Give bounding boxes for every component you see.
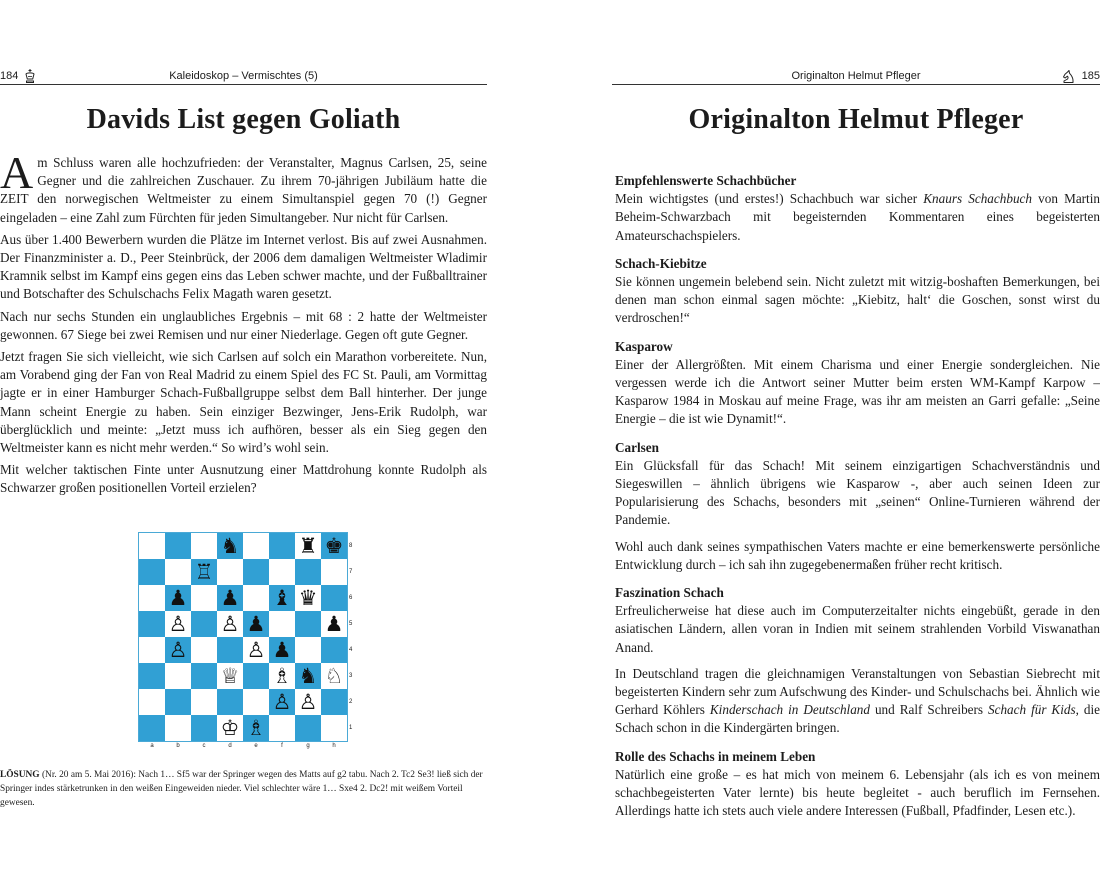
board-square-d4: [217, 637, 243, 663]
knight-icon: [1060, 68, 1076, 84]
board-square-b3: [165, 663, 191, 689]
board-square-e8: [243, 533, 269, 559]
white-bishop-icon: ♗: [246, 716, 266, 740]
board-square-a3: [139, 663, 165, 689]
board-square-g4: [295, 637, 321, 663]
board-square-f8: [269, 533, 295, 559]
board-square-d7: [217, 559, 243, 585]
board-square-g5: [295, 611, 321, 637]
board-square-e7: [243, 559, 269, 585]
black-rook-icon: ♜: [298, 534, 318, 558]
board-square-c4: [191, 637, 217, 663]
white-bishop-icon: ♗: [272, 664, 292, 688]
right-page: [550, 0, 1100, 880]
black-queen-icon: ♛: [298, 586, 318, 610]
black-pawn-icon: ♟: [246, 612, 266, 636]
black-knight-icon: ♞: [220, 534, 240, 558]
black-knight-icon: ♞: [298, 664, 318, 688]
right-header-rule: [612, 84, 1100, 85]
rank-label: 4: [349, 647, 353, 653]
paragraph: Einer der Allergrößten. Mit einem Charisma und einer Energie sondergleichen. Nie vergessen werde ich die Antwort seiner Mutter beim ersten WM-Kampf Karpow – Kasparow 1984 in Moskau auf meine Frage, was ihr am meisten an Garri gefalle: „Seine Energie – die ist wie Dynamit!“.: [615, 356, 1100, 427]
board-square-h7: [321, 559, 347, 585]
black-pawn-icon: ♟: [324, 612, 344, 636]
board-square-f5: [269, 611, 295, 637]
left-header-rule: [0, 84, 487, 85]
paragraph: Wohl auch dank seines sympathischen Vaters machte er eine bemerkenswerte persönliche Entwicklung durch – ich sah ihn zugegebenermaßen früher recht kritisch.: [615, 538, 1100, 572]
file-label: a: [150, 743, 154, 749]
board-square-c2: [191, 689, 217, 715]
file-label: f: [281, 743, 283, 749]
file-label: g: [306, 743, 310, 749]
chess-diagram: [138, 532, 360, 749]
board-square-e2: [243, 689, 269, 715]
left-running-header: [0, 68, 487, 84]
section-heading: Schach-Kiebitze: [615, 255, 707, 271]
white-knight-icon: ♘: [324, 664, 344, 688]
board-square-h4: [321, 637, 347, 663]
paragraph: Natürlich eine große – es hat mich von meinem 6. Lebensjahr (als ich es von meinem schachbegeisterten Vater lernte) bis heute begleitet - auch beruflich im Fernsehen. Allerdings hatte ich stets auch viele andere Interessen (Fußball, Pfadfinder, Lesen etc.).: [615, 766, 1100, 819]
section-heading: Carlsen: [615, 439, 659, 455]
white-pawn-icon: ♙: [168, 612, 188, 636]
black-pawn-icon: ♟: [272, 638, 292, 662]
section: [615, 255, 1100, 328]
paragraph: In Deutschland tragen die gleichnamigen Veranstaltungen von Sebastian Siebrecht mit begeisterten Kindern sehr zum Aufschwung des Kinder- und Schulschachs bei. Ähnlich wie Gerhard Köhlers Kinderschach in Deutschland und Ralf Schreibers Schach für Kids, die Schach schon in die Kindergärten bringen.: [615, 665, 1100, 736]
right-running-title: Originalton Helmut Pfleger: [791, 70, 921, 82]
section-heading: Empfehlenswerte Schachbücher: [615, 173, 797, 188]
board-square-a2: [139, 689, 165, 715]
white-king-icon: ♔: [220, 716, 240, 740]
solution-label: LÖSUNG: [0, 770, 40, 780]
rank-label: 5: [349, 621, 353, 627]
board-square-a5: [139, 611, 165, 637]
board-square-a8: [139, 533, 165, 559]
board-square-c1: [191, 715, 217, 741]
white-pawn-icon: ♙: [220, 612, 240, 636]
paragraph: Erfreulicherweise hat diese auch im Computerzeitalter nichts eingebüßt, gerade in den asiatischen Ländern, allen voran in Indien mit seinem strahlenden Vorbild Viswanathan Anand.: [615, 603, 1100, 655]
chess-board: [138, 532, 353, 749]
white-queen-icon: ♕: [220, 664, 240, 688]
dropcap: A: [0, 147, 34, 198]
rank-label: 3: [349, 673, 353, 679]
black-pawn-icon: ♟: [168, 586, 188, 610]
paragraph: Mein wichtigstes (und erstes!) Schachbuch war sicher Knaurs Schachbuch von Martin Beheim-Schwarzbach mit begeisternden Kommentaren eines begeisterten Amateurschachspielers.: [615, 191, 1100, 243]
section-heading: Faszination Schach: [615, 585, 724, 601]
white-pawn-icon: ♙: [246, 638, 266, 662]
right-page-number: 185: [1081, 70, 1100, 82]
left-page-number: 184: [0, 70, 19, 82]
rank-label: 8: [349, 543, 353, 549]
king-icon: [22, 68, 38, 84]
paragraph: Aus über 1.400 Bewerbern wurden die Plätze im Internet verlost. Bis auf zwei Ausnahmen. Der Finanzminister a. D., Peer Steinbrück, der 2006 dem damaligen Weltmeister Wladimir Kramnik selbst im Kampf eins gegen eins das Leben schwer machte, und der Fußballtrainer und Botschafter des Schulschachs Felix Magath waren gesetzt.: [0, 231, 487, 302]
black-bishop-icon: ♝: [272, 586, 292, 610]
rank-label: 6: [349, 595, 353, 601]
black-king-icon: ♚: [324, 534, 344, 558]
file-label: h: [332, 743, 336, 749]
board-square-b2: [165, 689, 191, 715]
board-square-h1: [321, 715, 347, 741]
paragraph: Sie können ungemein belebend sein. Nicht zuletzt mit witzig-boshaften Bemerkungen, bei denen man schon einmal sagen möchte: „Kiebitz, halt‘ die Goschen, sonst wirst du verdroschen!“: [615, 274, 1100, 326]
file-label: e: [254, 743, 258, 749]
white-pawn-icon: ♙: [272, 690, 292, 714]
right-running-header: [612, 68, 1100, 84]
left-article-body: [0, 147, 487, 502]
board-square-g7: [295, 559, 321, 585]
board-square-h6: [321, 585, 347, 611]
file-label: c: [202, 743, 206, 749]
white-pawn-icon: ♙: [298, 690, 318, 714]
board-square-a6: [139, 585, 165, 611]
board-square-c8: [191, 533, 217, 559]
board-square-c3: [191, 663, 217, 689]
paragraph: Nach nur sechs Stunden ein unglaubliches Ergebnis – mit 68 : 2 hatte der Weltmeister gewonnen. 67 Siege bei zwei Remisen und nur einer Niederlage. Gegen oft gute Gegner.: [0, 308, 487, 342]
board-square-e6: [243, 585, 269, 611]
board-square-b1: [165, 715, 191, 741]
white-pawn-icon: ♙: [168, 638, 188, 662]
board-square-a1: [139, 715, 165, 741]
board-square-f1: [269, 715, 295, 741]
section-heading: Rolle des Schachs in meinem Leben: [615, 748, 816, 764]
rank-label: 1: [349, 725, 353, 731]
section: [615, 439, 1100, 574]
board-square-a7: [139, 559, 165, 585]
section: [615, 584, 1100, 738]
black-pawn-icon: ♟: [220, 586, 240, 610]
rank-label: 2: [349, 699, 353, 705]
rank-label: 7: [349, 569, 353, 575]
paragraph: Jetzt fragen Sie sich vielleicht, wie sich Carlsen auf solch ein Marathon vorbereitete. Nun, am Vorabend ging der Fan von Real Madrid zu einem Spiel des FC St. Pauli, am Vormittag jagte er in einer Hamburger Schach-Fußballgruppe selbst dem Ball hinterher. Der junge Mann scheint Energie zu haben. Sein einziger Bezwinger, Jens-Erik Rudolph, war überglücklich und meinte: „Jetzt muss ich aufhören, besser als ein Sieg gegen den Weltmeister kann es nicht mehr werden.“ So wird’s wohl sein.: [0, 349, 487, 456]
board-square-c5: [191, 611, 217, 637]
right-page-title: Originalton Helmut Pfleger: [688, 104, 1024, 135]
section: [615, 748, 1100, 821]
board-square-b7: [165, 559, 191, 585]
section-heading: Kasparow: [615, 338, 673, 354]
board-square-b8: [165, 533, 191, 559]
left-running-title: Kaleidoskop – Vermischtes (5): [169, 70, 318, 82]
board-square-a4: [139, 637, 165, 663]
section: [615, 338, 1100, 429]
board-square-g1: [295, 715, 321, 741]
right-article-body: [615, 172, 1100, 821]
left-page-title: Davids List gegen Goliath: [86, 104, 401, 135]
board-square-c6: [191, 585, 217, 611]
file-labels: [139, 743, 347, 753]
section: [615, 172, 1100, 245]
file-label: b: [176, 743, 180, 749]
paragraph: Mit welcher taktischen Finte unter Ausnutzung einer Mattdrohung konnte Rudolph als Schwarzer großen positionellen Vorteil erzielen?: [0, 462, 487, 496]
white-rook-icon: ♖: [194, 560, 214, 584]
solution-text: [0, 768, 487, 810]
board-square-d2: [217, 689, 243, 715]
board-square-h2: [321, 689, 347, 715]
solution-body: (Nr. 20 am 5. Mai 2016): Nach 1… Sf5 war der Springer wegen des Matts auf g2 tabu. Nach 2. Tc2 Se3! ließ sich der Springer indes stärketrunken in den weißen Eingeweiden nieder. Viel schlechter wäre 1… Sxe4 2. Dc2! mit weißem Vorteil gewesen.: [0, 770, 483, 808]
file-label: d: [228, 743, 232, 749]
board-square-f7: [269, 559, 295, 585]
paragraph: Am Schluss waren alle hochzufrieden: der Veranstalter, Magnus Carlsen, 25, seine Gegner und die zahlreichen Zuschauer. Zu ihrem 70-jährigen Jubiläum hatte die ZEIT den norwegischen Weltmeister zu einem Simultanspiel gegen 70 (!) Gegner eingeladen – eine Zahl zum Fürchten für jeden Simultangeber. Nur nicht für Carlsen.: [0, 147, 487, 225]
paragraph: Ein Glücksfall für das Schach! Mit seinem einzigartigen Schachverständnis und Siegeswillen – ähnlich übrigens wie Kasparow -, aber auch seinen Ideen zur Popularisierung des Schachs, besonders mit „seinen“ Online-Turnieren während der Pandemie.: [615, 457, 1100, 528]
board-square-e3: [243, 663, 269, 689]
